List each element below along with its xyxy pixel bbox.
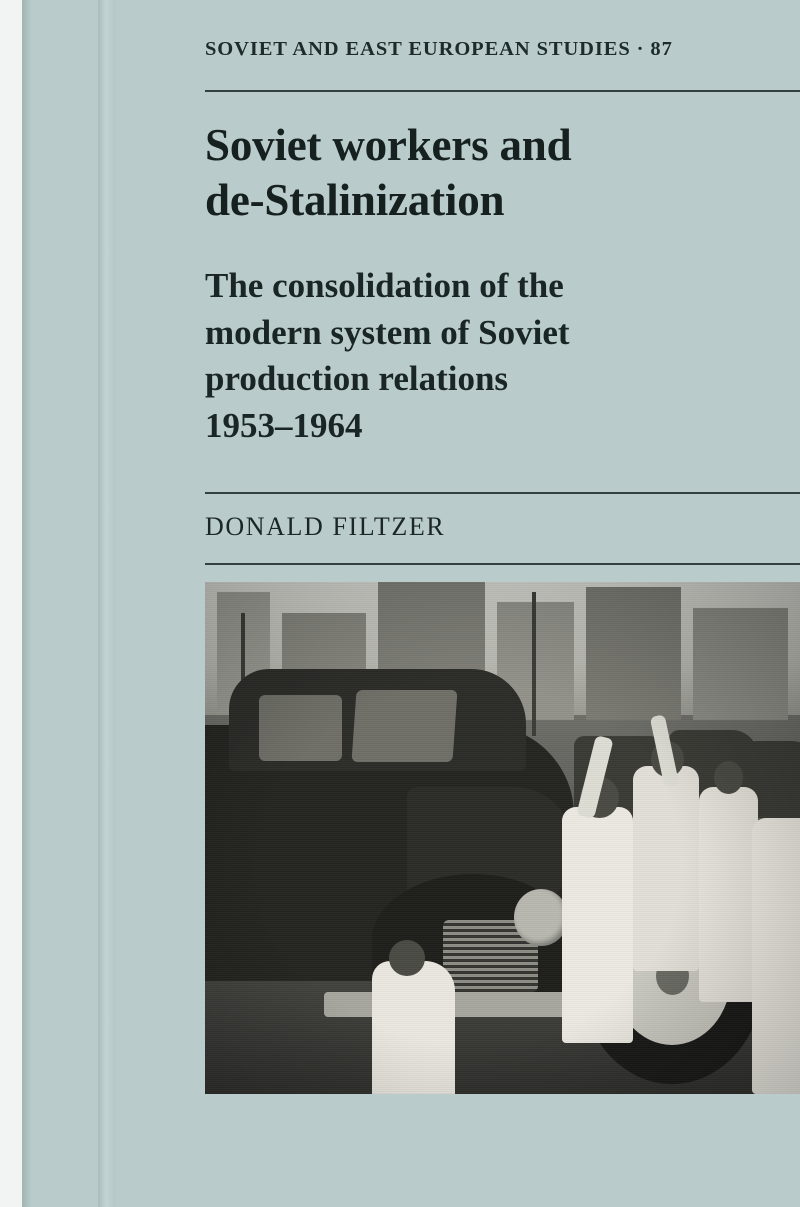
cover-photograph <box>205 582 800 1094</box>
title-line-1: Soviet workers and <box>205 120 572 170</box>
rule-middle <box>205 492 800 494</box>
rule-top <box>205 90 800 92</box>
page-edge-shadow <box>22 0 32 1207</box>
series-label: SOVIET AND EAST EUROPEAN STUDIES · 87 <box>205 38 673 60</box>
title-block <box>205 118 800 228</box>
author-name: DONALD FILTZER <box>205 512 446 541</box>
title-line-2: de-Stalinization <box>205 174 505 225</box>
subtitle-line-3: production relations <box>205 359 509 399</box>
cover-content <box>205 0 800 1207</box>
spine-fold-band <box>98 0 116 1207</box>
rule-bottom <box>205 563 800 565</box>
photo-vignette-overlay <box>205 582 800 1094</box>
subtitle-line-1: The consolidation of the <box>205 266 564 305</box>
page-edge-strip <box>0 0 22 1207</box>
subtitle-line-2: modern system of Soviet <box>205 312 570 352</box>
subtitle-block <box>205 263 800 449</box>
subtitle-line-4: 1953–1964 <box>205 405 363 445</box>
